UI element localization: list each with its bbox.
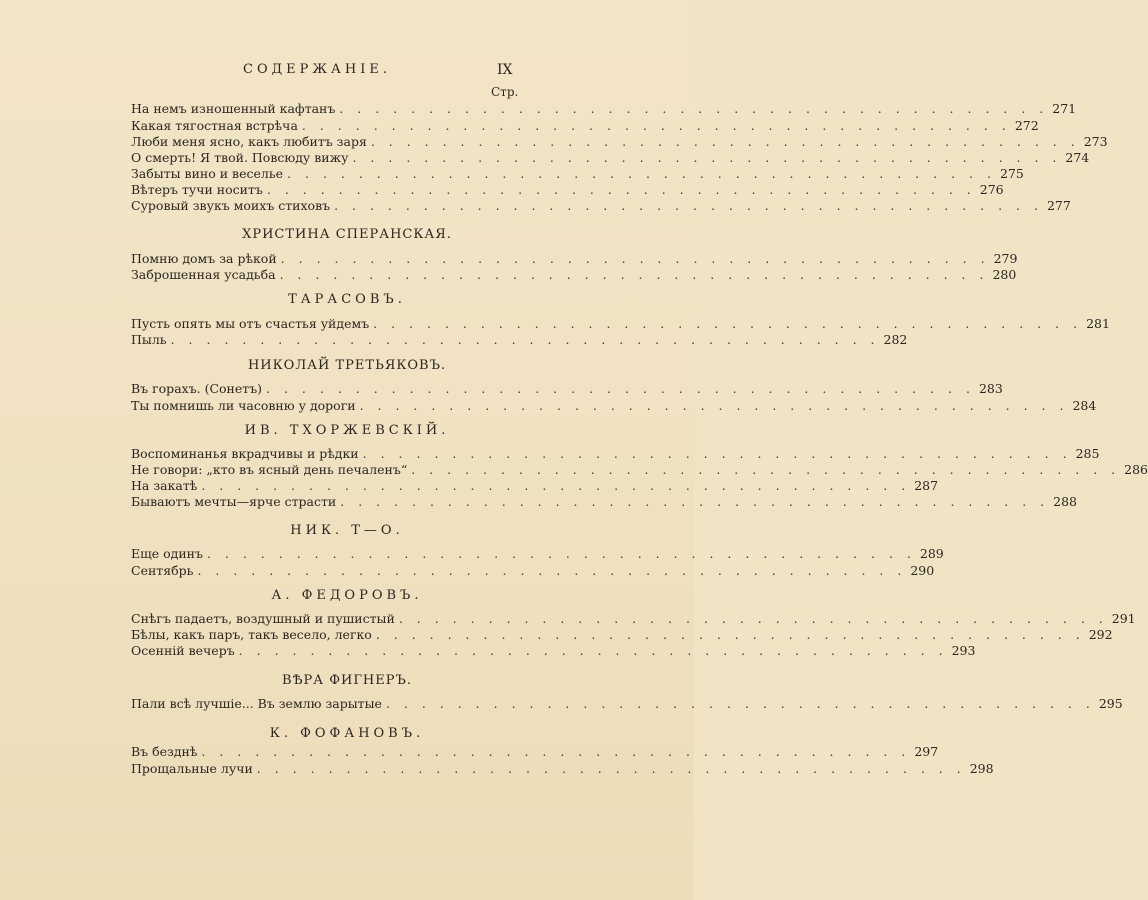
entry-page-number: 292: [1088, 627, 1113, 642]
toc-entry: [131, 381, 1003, 397]
toc-entry: [131, 134, 1108, 150]
author-tarasov: ТАРАСОВЪ.: [288, 292, 406, 307]
entry-title: Бѣлы, какъ паръ, такъ весело, легко: [131, 627, 372, 642]
toc-entry: [131, 198, 1071, 214]
dot-leader: . . . . . . . . . . . . . . . . . . . . . . . . . . . . . . . . . . . . . . . .: [370, 134, 1080, 149]
entry-page-number: 288: [1053, 494, 1078, 509]
entry-page-number: 271: [1052, 101, 1077, 116]
toc-entry: [131, 761, 994, 777]
toc-entry: [131, 182, 1004, 198]
entry-page-number: 274: [1065, 150, 1090, 165]
entry-title: Помню домъ за рѣкой: [131, 251, 277, 266]
entry-title: Сентябрь: [131, 563, 194, 578]
entry-page-number: 276: [979, 182, 1004, 197]
author-tkhorzhevsky: ИВ. ТХОРЖЕВСКІЙ.: [244, 423, 450, 438]
entry-page-number: 290: [910, 563, 935, 578]
entry-title: Воспоминанья вкрадчивы и рѣдки: [131, 446, 359, 461]
entry-title: Заброшенная усадьба: [131, 267, 276, 282]
entry-page-number: 293: [951, 643, 976, 658]
entry-page-number: 275: [999, 166, 1024, 181]
dot-leader: . . . . . . . . . . . . . . . . . . . . . . . . . . . . . . . . . . . . . . . .: [340, 494, 1050, 509]
dot-leader: . . . . . . . . . . . . . . . . . . . . . . . . . . . . . . . . . . . . . . . .: [256, 761, 966, 776]
entry-page-number: 295: [1098, 696, 1123, 711]
entry-page-number: 279: [993, 251, 1018, 266]
entry-title: Ты помнишь ли часовню у дороги: [131, 398, 356, 413]
dot-leader: . . . . . . . . . . . . . . . . . . . . . . . . . . . . . . . . . . . . . . . .: [238, 643, 948, 658]
entry-title: Вѣтеръ тучи носитъ: [131, 182, 263, 197]
toc-entry: [131, 643, 976, 659]
entry-title: Суровый звукъ моихъ стиховъ: [131, 198, 331, 213]
entry-page-number: 286: [1124, 462, 1148, 477]
dot-leader: . . . . . . . . . . . . . . . . . . . . . . . . . . . . . . . . . . . . . . . .: [334, 198, 1043, 213]
author-nik-t-o: НИК. Т—О.: [290, 523, 404, 538]
toc-entry: [131, 696, 1123, 712]
page-number: IX: [497, 62, 513, 78]
entry-page-number: 298: [969, 761, 994, 776]
entry-title: О смерть! Я твой. Повсюду вижу: [131, 150, 349, 165]
entry-title: На закатѣ: [131, 478, 198, 493]
entry-title: Пусть опять мы отъ счастья уйдемъ: [131, 316, 370, 331]
toc-entry: [131, 546, 944, 562]
entry-page-number: 297: [914, 744, 939, 759]
toc-entry: [131, 494, 1078, 510]
author-fedorov: А. ФЕДОРОВЪ.: [271, 588, 423, 603]
toc-entry: [131, 332, 908, 348]
entry-page-number: 284: [1072, 398, 1097, 413]
page-column-label: Стр.: [491, 85, 519, 99]
toc-entry: [131, 611, 1136, 627]
entry-title: Пали всѣ лучшіе... Въ землю зарытые: [131, 696, 382, 711]
entry-page-number: 285: [1075, 446, 1100, 461]
dot-leader: . . . . . . . . . . . . . . . . . . . . . . . . . . . . . . . . . . . . . . . .: [266, 381, 975, 396]
toc-entry: [131, 744, 939, 760]
dot-leader: . . . . . . . . . . . . . . . . . . . . . . . . . . . . . . . . . . . . . . . .: [201, 744, 911, 759]
entry-title: Еще одинъ: [131, 546, 203, 561]
entry-page-number: 280: [992, 267, 1017, 282]
toc-entry: [131, 251, 1018, 267]
entry-title: Какая тягостная встрѣча: [131, 118, 298, 133]
entry-title: На немъ изношенный кафтанъ: [131, 101, 336, 116]
entry-page-number: 277: [1046, 198, 1071, 213]
toc-entry: [131, 563, 935, 579]
toc-entry: [131, 446, 1100, 462]
dot-leader: . . . . . . . . . . . . . . . . . . . . . . . . . . . . . . . . . . . . . . . .: [279, 267, 989, 282]
entry-title: Забыты вино и веселье: [131, 166, 284, 181]
entry-page-number: 272: [1014, 118, 1039, 133]
dot-leader: . . . . . . . . . . . . . . . . . . . . . . . . . . . . . . . . . . . . . . . .: [352, 150, 1062, 165]
entry-page-number: 289: [919, 546, 944, 561]
toc-entry: [131, 478, 939, 494]
dot-leader: . . . . . . . . . . . . . . . . . . . . . . . . . . . . . . . . . . . . . . . .: [359, 398, 1069, 413]
dot-leader: . . . . . . . . . . . . . . . . . . . . . . . . . . . . . . . . . . . . . . . .: [362, 446, 1072, 461]
toc-entry: [131, 166, 1024, 182]
dot-leader: . . . . . . . . . . . . . . . . . . . . . . . . . . . . . . . . . . . . . . . .: [375, 627, 1085, 642]
dot-leader: . . . . . . . . . . . . . . . . . . . . . . . . . . . . . . . . . . . . . . . .: [287, 166, 996, 181]
entry-page-number: 287: [914, 478, 939, 493]
toc-entry: [131, 267, 1017, 283]
author-figner: ВѢРА ФИГНЕРЪ.: [282, 673, 412, 688]
entry-page-number: 281: [1086, 316, 1110, 331]
dot-leader: . . . . . . . . . . . . . . . . . . . . . . . . . . . . . . . . . . . . . . . .: [206, 546, 916, 561]
toc-entry: [131, 462, 1148, 478]
dot-leader: . . . . . . . . . . . . . . . . . . . . . . . . . . . . . . . . . . . . . . . .: [266, 182, 976, 197]
entry-page-number: 283: [978, 381, 1003, 396]
entry-title: Осенній вечеръ: [131, 643, 235, 658]
toc-entry: [131, 150, 1090, 166]
entry-page-number: 273: [1083, 134, 1108, 149]
author-fofanov: К. ФОФАНОВЪ.: [269, 726, 425, 741]
dot-leader: . . . . . . . . . . . . . . . . . . . . . . . . . . . . . . . . . . . . . . . .: [170, 332, 880, 347]
entry-page-number: 282: [883, 332, 908, 347]
toc-entry: [131, 316, 1110, 332]
dot-leader: . . . . . . . . . . . . . . . . . . . . . . . . . . . . . . . . . . . . . . . .: [301, 118, 1011, 133]
dot-leader: . . . . . . . . . . . . . . . . . . . . . . . . . . . . . . . . . . . . . . . .: [385, 696, 1095, 711]
entry-title: Бываютъ мечты—ярче страсти: [131, 494, 337, 509]
author-speranskaya: ХРИСТИНА СПЕРАНСКАЯ.: [242, 227, 452, 242]
dot-leader: . . . . . . . . . . . . . . . . . . . . . . . . . . . . . . . . . . . . . . . .: [201, 478, 911, 493]
entry-title: Въ безднѣ: [131, 744, 198, 759]
dot-leader: . . . . . . . . . . . . . . . . . . . . . . . . . . . . . . . . . . . . . . . .: [280, 251, 990, 266]
entry-title: Люби меня ясно, какъ любитъ заря: [131, 134, 367, 149]
entry-title: Пыль: [131, 332, 167, 347]
dot-leader: . . . . . . . . . . . . . . . . . . . . . . . . . . . . . . . . . . . . . . . .: [197, 563, 907, 578]
author-tretyakov: НИКОЛАЙ ТРЕТЬЯКОВЪ.: [247, 358, 447, 373]
entry-page-number: 291: [1111, 611, 1136, 626]
toc-entry: [131, 398, 1097, 414]
entry-title: Прощальные лучи: [131, 761, 253, 776]
dot-leader: . . . . . . . . . . . . . . . . . . . . . . . . . . . . . . . . . . . . . . . .: [339, 101, 1049, 116]
dot-leader: . . . . . . . . . . . . . . . . . . . . . . . . . . . . . . . . . . . . . . . .: [373, 316, 1083, 331]
page-title: СОДЕРЖАНІЕ.: [243, 62, 391, 77]
entry-title: Снѣгъ падаетъ, воздушный и пушистый: [131, 611, 395, 626]
dot-leader: . . . . . . . . . . . . . . . . . . . . . . . . . . . . . . . . . . . . . . . .: [411, 462, 1121, 477]
entry-title: Въ горахъ. (Сонетъ): [131, 381, 263, 396]
toc-entry: [131, 118, 1039, 134]
toc-entry: [131, 627, 1113, 643]
toc-entry: [131, 101, 1077, 117]
entry-title: Не говори: „кто въ ясный день печаленъ“: [131, 462, 408, 477]
dot-leader: . . . . . . . . . . . . . . . . . . . . . . . . . . . . . . . . . . . . . . . .: [398, 611, 1108, 626]
